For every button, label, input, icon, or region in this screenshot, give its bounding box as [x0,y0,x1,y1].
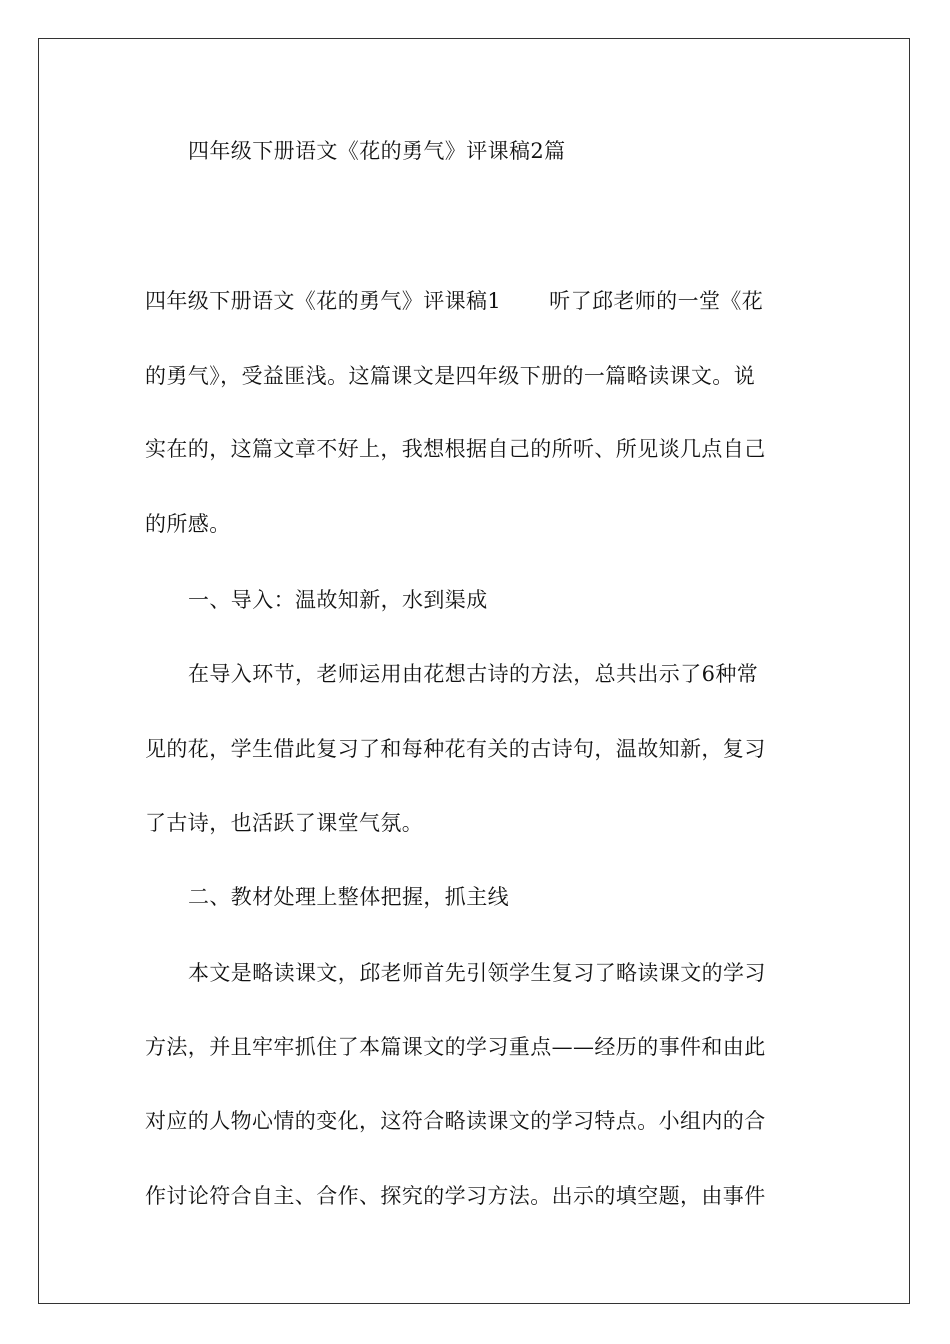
paragraph-line: 方法，并且牢牢抓住了本篇课文的学习重点——经历的事件和由此 [145,1035,766,1059]
section-heading: 二、教材处理上整体把握，抓主线 [188,885,509,909]
paragraph-line [145,287,763,315]
paragraph-text: 听了邱老师的一堂《花 [549,289,764,313]
section-heading-inline: 四年级下册语文《花的勇气》评课稿1 [145,289,502,313]
section-heading: 一、导入：温故知新，水到渠成 [188,588,488,612]
paragraph-line: 了古诗，也活跃了课堂气氛。 [145,811,424,835]
document-title: 四年级下册语文《花的勇气》评课稿2篇 [188,139,566,163]
paragraph-line: 的勇气》，受益匪浅。这篇课文是四年级下册的一篇略读课文。说 [145,364,756,388]
paragraph-line: 的所感。 [145,512,231,536]
paragraph-line: 实在的，这篇文章不好上，我想根据自己的所听、所见谈几点自己 [145,437,766,461]
paragraph-line: 作讨论符合自主、合作、探究的学习方法。出示的填空题，由事件 [145,1184,766,1208]
paragraph-line: 本文是略读课文，邱老师首先引领学生复习了略读课文的学习 [188,961,766,985]
paragraph-line: 见的花，学生借此复习了和每种花有关的古诗句，温故知新，复习 [145,737,766,761]
paragraph-line: 在导入环节，老师运用由花想古诗的方法，总共出示了6种常 [188,662,759,686]
paragraph-line: 对应的人物心情的变化，这符合略读课文的学习特点。小组内的合 [145,1109,766,1133]
